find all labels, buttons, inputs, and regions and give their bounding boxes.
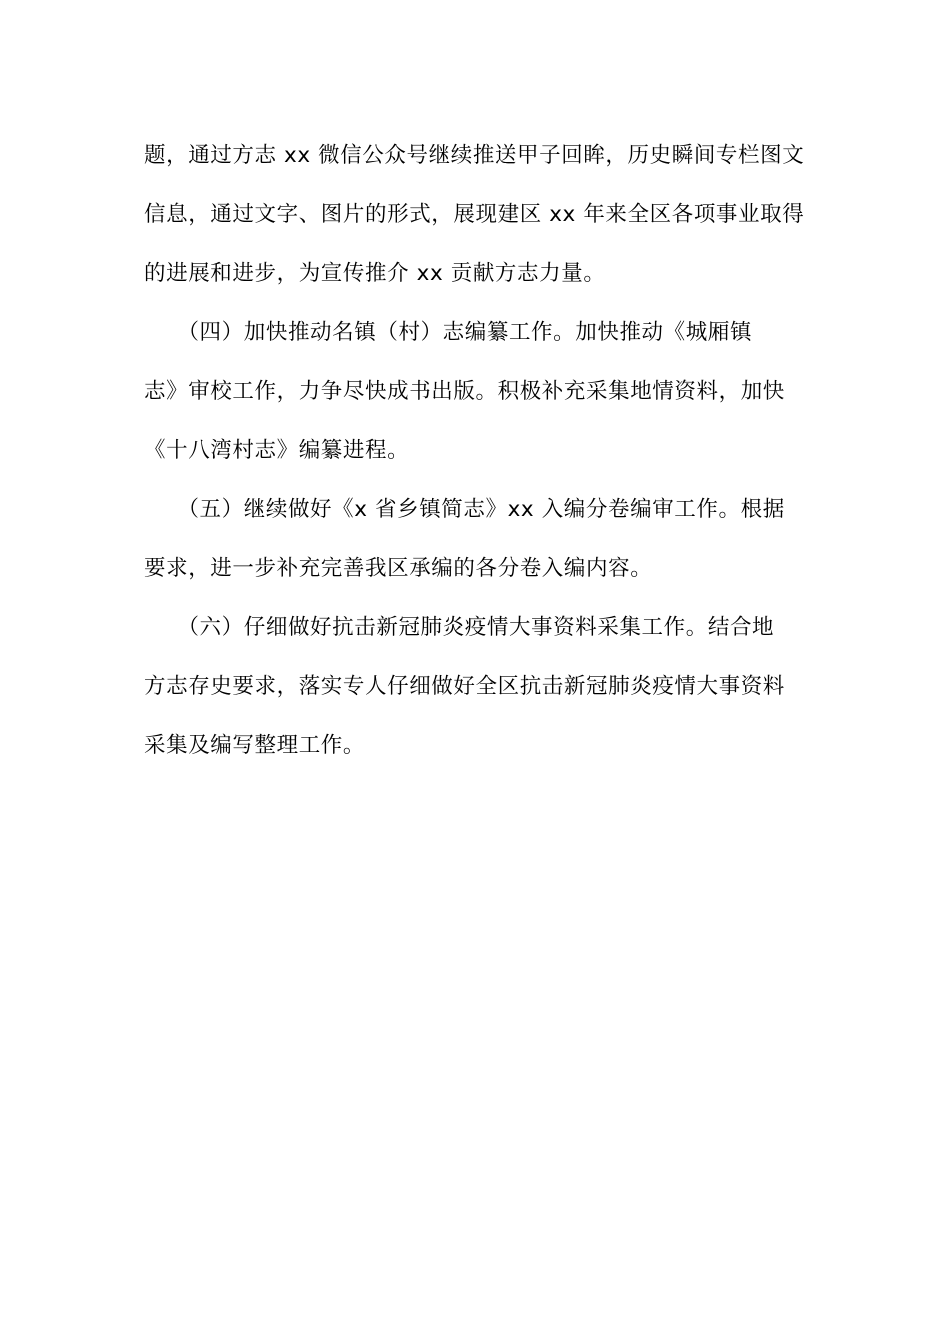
paragraph-item-5: [144, 480, 806, 598]
text-line: 志》审校工作，力争尽快成书出版。积极补充采集地情资料，加快: [144, 379, 785, 404]
text-line: （六）仔细做好抗击新冠肺炎疫情大事资料采集工作。结合地: [144, 615, 775, 640]
text-line: （四）加快推动名镇（村）志编纂工作。加快推动《城厢镇: [144, 320, 753, 345]
text-line: （五）继续做好《x 省乡镇简志》xx 入编分卷编审工作。根据: [144, 497, 785, 522]
text-line: 题，通过方志 xx 微信公众号继续推送甲子回眸，历史瞬间专栏图文: [144, 143, 805, 168]
paragraph-continued: [144, 126, 806, 303]
paragraph-item-6: [144, 598, 806, 775]
text-line: 《十八湾村志》编纂进程。: [144, 438, 410, 463]
text-line: 要求，进一步补充完善我区承编的各分卷入编内容。: [144, 556, 653, 581]
document-body: [144, 126, 806, 775]
paragraph-item-4: [144, 303, 806, 480]
text-line: 采集及编写整理工作。: [144, 733, 366, 758]
text-line: 信息，通过文字、图片的形式，展现建区 xx 年来全区各项事业取得: [144, 202, 805, 227]
text-line: 的进展和进步，为宣传推介 xx 贡献方志力量。: [144, 261, 606, 286]
text-line: 方志存史要求，落实专人仔细做好全区抗击新冠肺炎疫情大事资料: [144, 674, 785, 699]
